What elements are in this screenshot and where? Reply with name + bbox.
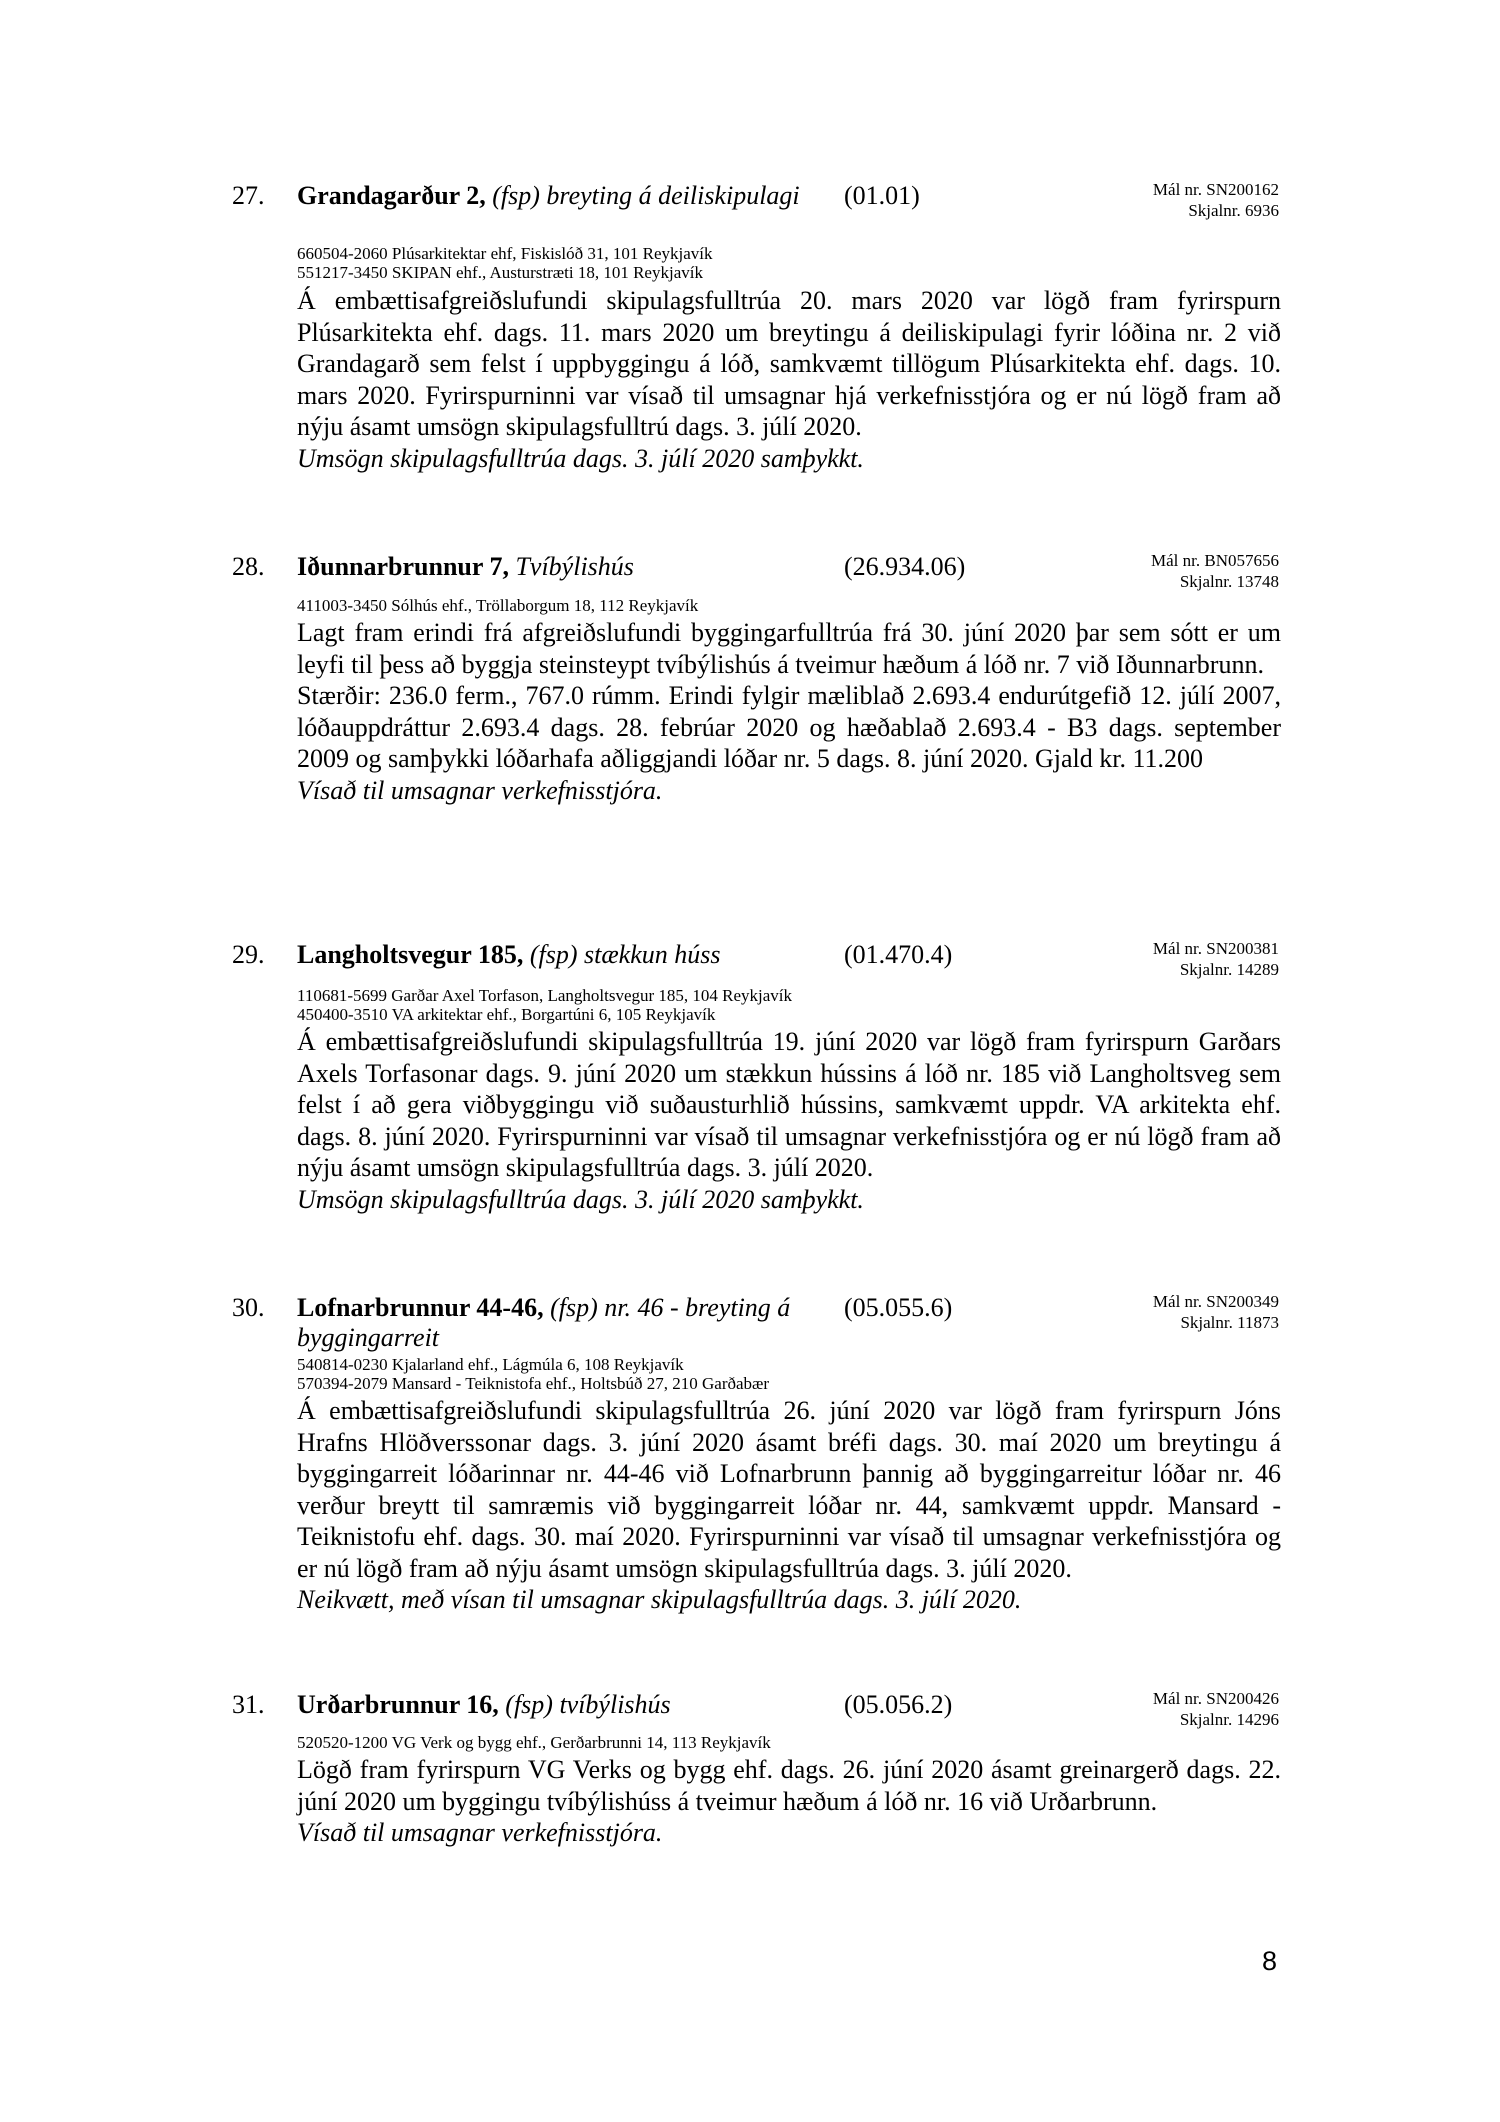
item-parties [297,986,792,1024]
party-line: 520520-1200 VG Verk og bygg ehf., Gerðarbrunni 14, 113 Reykjavík [297,1733,771,1752]
item-address: Langholtsvegur 185, [297,940,524,969]
item-heading [297,940,807,970]
item-number: 27. [232,181,265,210]
item-description: (fsp) nr. 46 - breyting á byggingarreit [297,1293,791,1352]
item-number: 30. [232,1293,265,1322]
item-paragraph: Stærðir: 236.0 ferm., 767.0 rúmm. Erindi fylgir mæliblað 2.693.4 endurútgefið 12. júlí 2007, lóðauppdráttur 2.693.4 dags. 28. febrúar 2020 og hæðablað 2.693.4 - B3 dags. september 2009 og samþykki lóðarhafa aðliggjandi lóðar nr. 5 dags. 8. júní 2020. Gjald kr. 11.200 [297,681,1281,773]
item-reference [1153,1688,1279,1730]
item-body [297,285,1281,474]
item-description: Tvíbýlishús [515,552,634,581]
case-number: Mál nr. SN200426 [1152,1689,1279,1708]
item-parties [297,596,698,615]
item-paragraph: Á embættisafgreiðslufundi skipulagsfulltrúa 26. júní 2020 var lögð fram fyrirspurn Jóns Hrafns Hlöðverssonar dags. 3. júní 2020 ásamt bréfi dags. 30. maí 2020 um breytingu á byggingarreit lóðarinnar nr. 44-46 við Lofnarbrunn þannig að byggingarreitur lóðar nr. 46 verður breytt til samræmis við byggingarreit lóðar nr. 44, samkvæmt uppdr. Mansard - Teiknistofu ehf. dags. 30. maí 2020. Fyrirspurninni var vísað til umsagnar verkefnisstjóra og er nú lögð fram að nýju ásamt umsögn skipulagsfulltrúa dags. 3. júlí 2020. [297,1396,1281,1583]
case-number: Mál nr. SN200349 [1152,1292,1279,1311]
party-line: 570394-2079 Mansard - Teiknistofa ehf., Holtsbúð 27, 210 Garðabær [297,1374,770,1393]
item-reference [1153,179,1279,221]
item-decision: Umsögn skipulagsfulltrúa dags. 3. júlí 2020 samþykkt. [297,1184,864,1214]
file-number: Skjalnr. 14289 [1179,960,1279,979]
item-paragraph: Á embættisafgreiðslufundi skipulagsfulltrúa 20. mars 2020 var lögð fram fyrirspurn Plúsarkitekta ehf. dags. 11. mars 2020 um breytingu á deiliskipulagi fyrir lóðina nr. 2 við Grandagarð sem felst í uppbyggingu á lóð, samkvæmt tillögum Plúsarkitekta ehf. dags. 10. mars 2020. Fyrirspurninni var vísað til umsagnar hjá verkefnisstjóra og er nú lögð fram að nýju ásamt umsögn skipulagsfulltrú dags. 3. júlí 2020. [297,286,1281,441]
item-address: Lofnarbrunnur 44-46, [297,1293,544,1322]
item-decision: Umsögn skipulagsfulltrúa dags. 3. júlí 2020 samþykkt. [297,443,864,473]
item-parties [297,244,713,282]
party-line: 660504-2060 Plúsarkitektar ehf, Fiskislóð 31, 101 Reykjavík [297,244,713,263]
item-number: 29. [232,940,265,969]
item-description: (fsp) stækkun húss [529,940,721,969]
item-reference [1151,550,1279,592]
item-land-code: (01.470.4) [844,940,953,969]
party-line: 551217-3450 SKIPAN ehf., Austurstræti 18, 101 Reykjavík [297,263,703,282]
item-address: Urðarbrunnur 16, [297,1690,499,1719]
page-number: 8 [1262,1946,1278,1976]
item-land-code: (05.056.2) [844,1690,953,1719]
item-description: (fsp) tvíbýlishús [505,1690,671,1719]
item-paragraph: Lögð fram fyrirspurn VG Verks og bygg ehf. dags. 26. júní 2020 ásamt greinargerð dags. 22. júní 2020 um byggingu tvíbýlishúss á tveimur hæðum á lóð nr. 16 við Urðarbrunn. [297,1755,1281,1816]
item-body [297,1026,1281,1215]
case-number: Mál nr. SN200381 [1152,939,1279,958]
item-land-code: (05.055.6) [844,1293,953,1322]
item-heading [297,1690,807,1720]
party-line: 110681-5699 Garðar Axel Torfason, Langholtsvegur 185, 104 Reykjavík [297,986,793,1005]
item-heading [297,552,807,582]
item-parties [297,1733,771,1752]
file-number: Skjalnr. 6936 [1188,201,1279,220]
item-parties [297,1355,769,1393]
party-line: 450400-3510 VA arkitektar ehf., Borgartúni 6, 105 Reykjavík [297,1005,716,1024]
item-reference [1153,938,1279,980]
party-line: 411003-3450 Sólhús ehf., Tröllaborgum 18, 112 Reykjavík [297,596,699,615]
item-address: Iðunnarbrunnur 7, [297,552,509,581]
item-land-code: (26.934.06) [844,552,966,581]
item-paragraph: Á embættisafgreiðslufundi skipulagsfulltrúa 19. júní 2020 var lögð fram fyrirspurn Garðars Axels Torfasonar dags. 9. júní 2020 um stækkun hússins á lóð nr. 185 við Langholtsveg sem felst í að gera viðbyggingu við suðausturhlið hússins, samkvæmt uppdr. VA arkitekta ehf. dags. 8. júní 2020. Fyrirspurninni var vísað til umsagnar verkefnisstjóra og er nú lögð fram að nýju ásamt umsögn skipulagsfulltrúa dags. 3. júlí 2020. [297,1027,1281,1182]
item-reference [1153,1291,1279,1333]
item-decision: Vísað til umsagnar verkefnisstjóra. [297,775,663,805]
item-body [297,1754,1281,1849]
item-body [297,1395,1281,1616]
item-decision: Neikvætt, með vísan til umsagnar skipulagsfulltrúa dags. 3. júlí 2020. [297,1585,1022,1614]
item-number: 31. [232,1690,265,1719]
item-description: (fsp) breyting á deiliskipulagi [492,181,800,210]
item-heading [297,1293,807,1353]
item-number: 28. [232,552,265,581]
item-heading [297,181,807,211]
item-paragraph: Lagt fram erindi frá afgreiðslufundi byggingarfulltrúa frá 30. júní 2020 þar sem sótt er um leyfi til þess að byggja steinsteypt tvíbýlishús á tveimur hæðum á lóð nr. 7 við Iðunnarbrunn. [297,618,1281,679]
file-number: Skjalnr. 14296 [1179,1710,1279,1729]
item-address: Grandagarður 2, [297,181,486,210]
file-number: Skjalnr. 11873 [1180,1313,1279,1332]
item-land-code: (01.01) [844,181,920,210]
file-number: Skjalnr. 13748 [1179,572,1279,591]
case-number: Mál nr. SN200162 [1152,180,1279,199]
item-body [297,617,1281,806]
case-number: Mál nr. BN057656 [1151,551,1279,570]
party-line: 540814-0230 Kjalarland ehf., Lágmúla 6, 108 Reykjavík [297,1355,684,1374]
item-decision: Vísað til umsagnar verkefnisstjóra. [297,1818,663,1847]
